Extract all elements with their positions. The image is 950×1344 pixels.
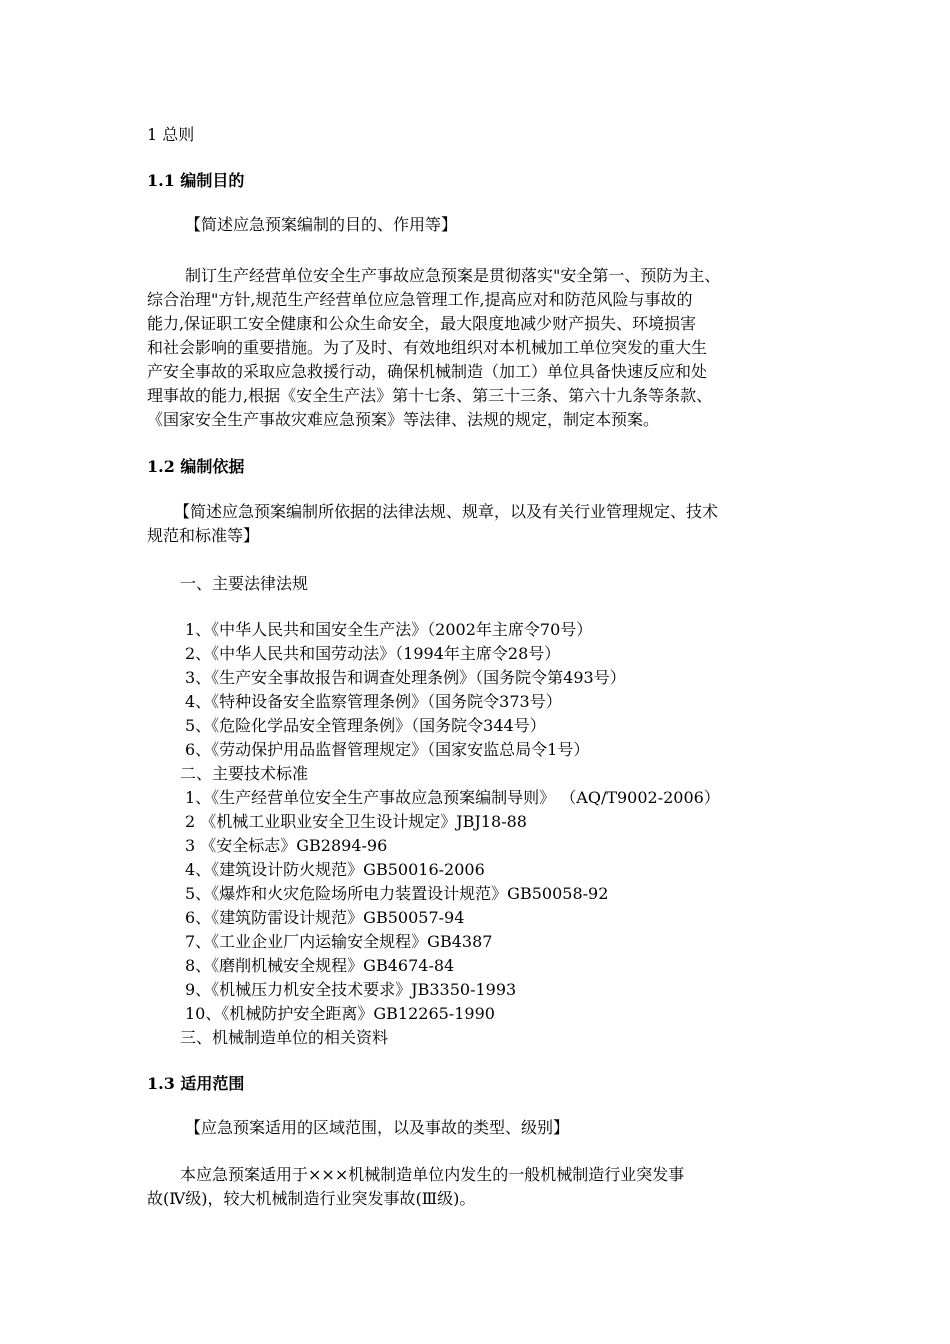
section-1-1-body-line: 产安全事故的采取应急救援行动，确保机械制造（加工）单位具备快速反应和处 <box>147 362 708 381</box>
section-1-3-body-line: 本应急预案适用于×××机械制造单位内发生的一般机械制造行业突发事 <box>180 1165 685 1184</box>
section-1-2-heading: 1.2 编制依据 <box>147 457 245 476</box>
standard-item: 1、《生产经营单位安全生产事故应急预案编制导则》 （AQ/T9002-2006） <box>185 788 720 807</box>
law-item: 6、《劳动保护用品监督管理规定》（国家安监总局令1号） <box>185 740 590 759</box>
standards-heading: 二、主要技术标准 <box>180 764 309 783</box>
law-item: 3、《生产安全事故报告和调查处理条例》（国务院令第493号） <box>185 668 626 687</box>
section-1-3-heading: 1.3 适用范围 <box>147 1074 245 1093</box>
law-item: 4、《特种设备安全监察管理条例》（国务院令373号） <box>185 692 562 711</box>
standard-item: 9、《机械压力机安全技术要求》JB3350-1993 <box>185 980 517 999</box>
section-1-3-note: 【应急预案适用的区域范围，以及事故的类型、级别】 <box>185 1118 570 1137</box>
section-1-3-body-line: 故(Ⅳ级)，较大机械制造行业突发事故(Ⅲ级)。 <box>147 1189 476 1208</box>
section-1-2-note-line: 【简述应急预案编制所依据的法律法规、规章，以及有关行业管理规定、技术 <box>174 502 719 521</box>
standard-item: 8、《磨削机械安全规程》GB4674-84 <box>185 956 455 975</box>
standard-item: 7、《工业企业厂内运输安全规程》GB4387 <box>185 932 493 951</box>
standard-item: 6、《建筑防雷设计规范》GB50057-94 <box>185 908 465 927</box>
law-item: 2、《中华人民共和国劳动法》（1994年主席令28号） <box>185 644 561 663</box>
section-1-1-body-line: 制订生产经营单位安全生产事故应急预案是贯彻落实"安全第一、预防为主、 <box>185 266 721 285</box>
section-1-1-body-line: 综合治理"方针,规范生产经营单位应急管理工作,提高应对和防范风险与事故的 <box>147 290 693 309</box>
law-item: 5、《危险化学品安全管理条例》（国务院令344号） <box>185 716 546 735</box>
laws-heading: 一、主要法律法规 <box>180 574 309 593</box>
section-1-1-heading: 1.1 编制目的 <box>147 171 245 190</box>
standard-item: 3 《安全标志》GB2894-96 <box>185 836 388 855</box>
standard-item: 4、《建筑设计防火规范》GB50016-2006 <box>185 860 485 879</box>
chapter-title: 1 总则 <box>147 125 195 144</box>
standard-item: 2 《机械工业职业安全卫生设计规定》JBJ18-88 <box>185 812 527 831</box>
section-1-1-body-line: 理事故的能力,根据《安全生产法》第十七条、第三十三条、第六十九条等条款、 <box>147 386 713 405</box>
materials-heading: 三、机械制造单位的相关资料 <box>180 1028 389 1047</box>
section-1-1-note: 【简述应急预案编制的目的、作用等】 <box>185 215 458 234</box>
section-1-2-note-line: 规范和标准等】 <box>147 526 260 545</box>
section-1-1-body-line: 《国家安全生产事故灾难应急预案》等法律、法规的规定，制定本预案。 <box>147 410 660 429</box>
standard-item: 5、《爆炸和火灾危险场所电力装置设计规范》GB50058-92 <box>185 884 609 903</box>
standard-item: 10、《机械防护安全距离》GB12265-1990 <box>185 1004 495 1023</box>
law-item: 1、《中华人民共和国安全生产法》（2002年主席令70号） <box>185 620 593 639</box>
section-1-1-body-line: 和社会影响的重要措施。为了及时、有效地组织对本机械加工单位突发的重大生 <box>147 338 708 357</box>
section-1-1-body-line: 能力,保证职工安全健康和公众生命安全，最大限度地减少财产损失、环境损害 <box>147 314 697 333</box>
